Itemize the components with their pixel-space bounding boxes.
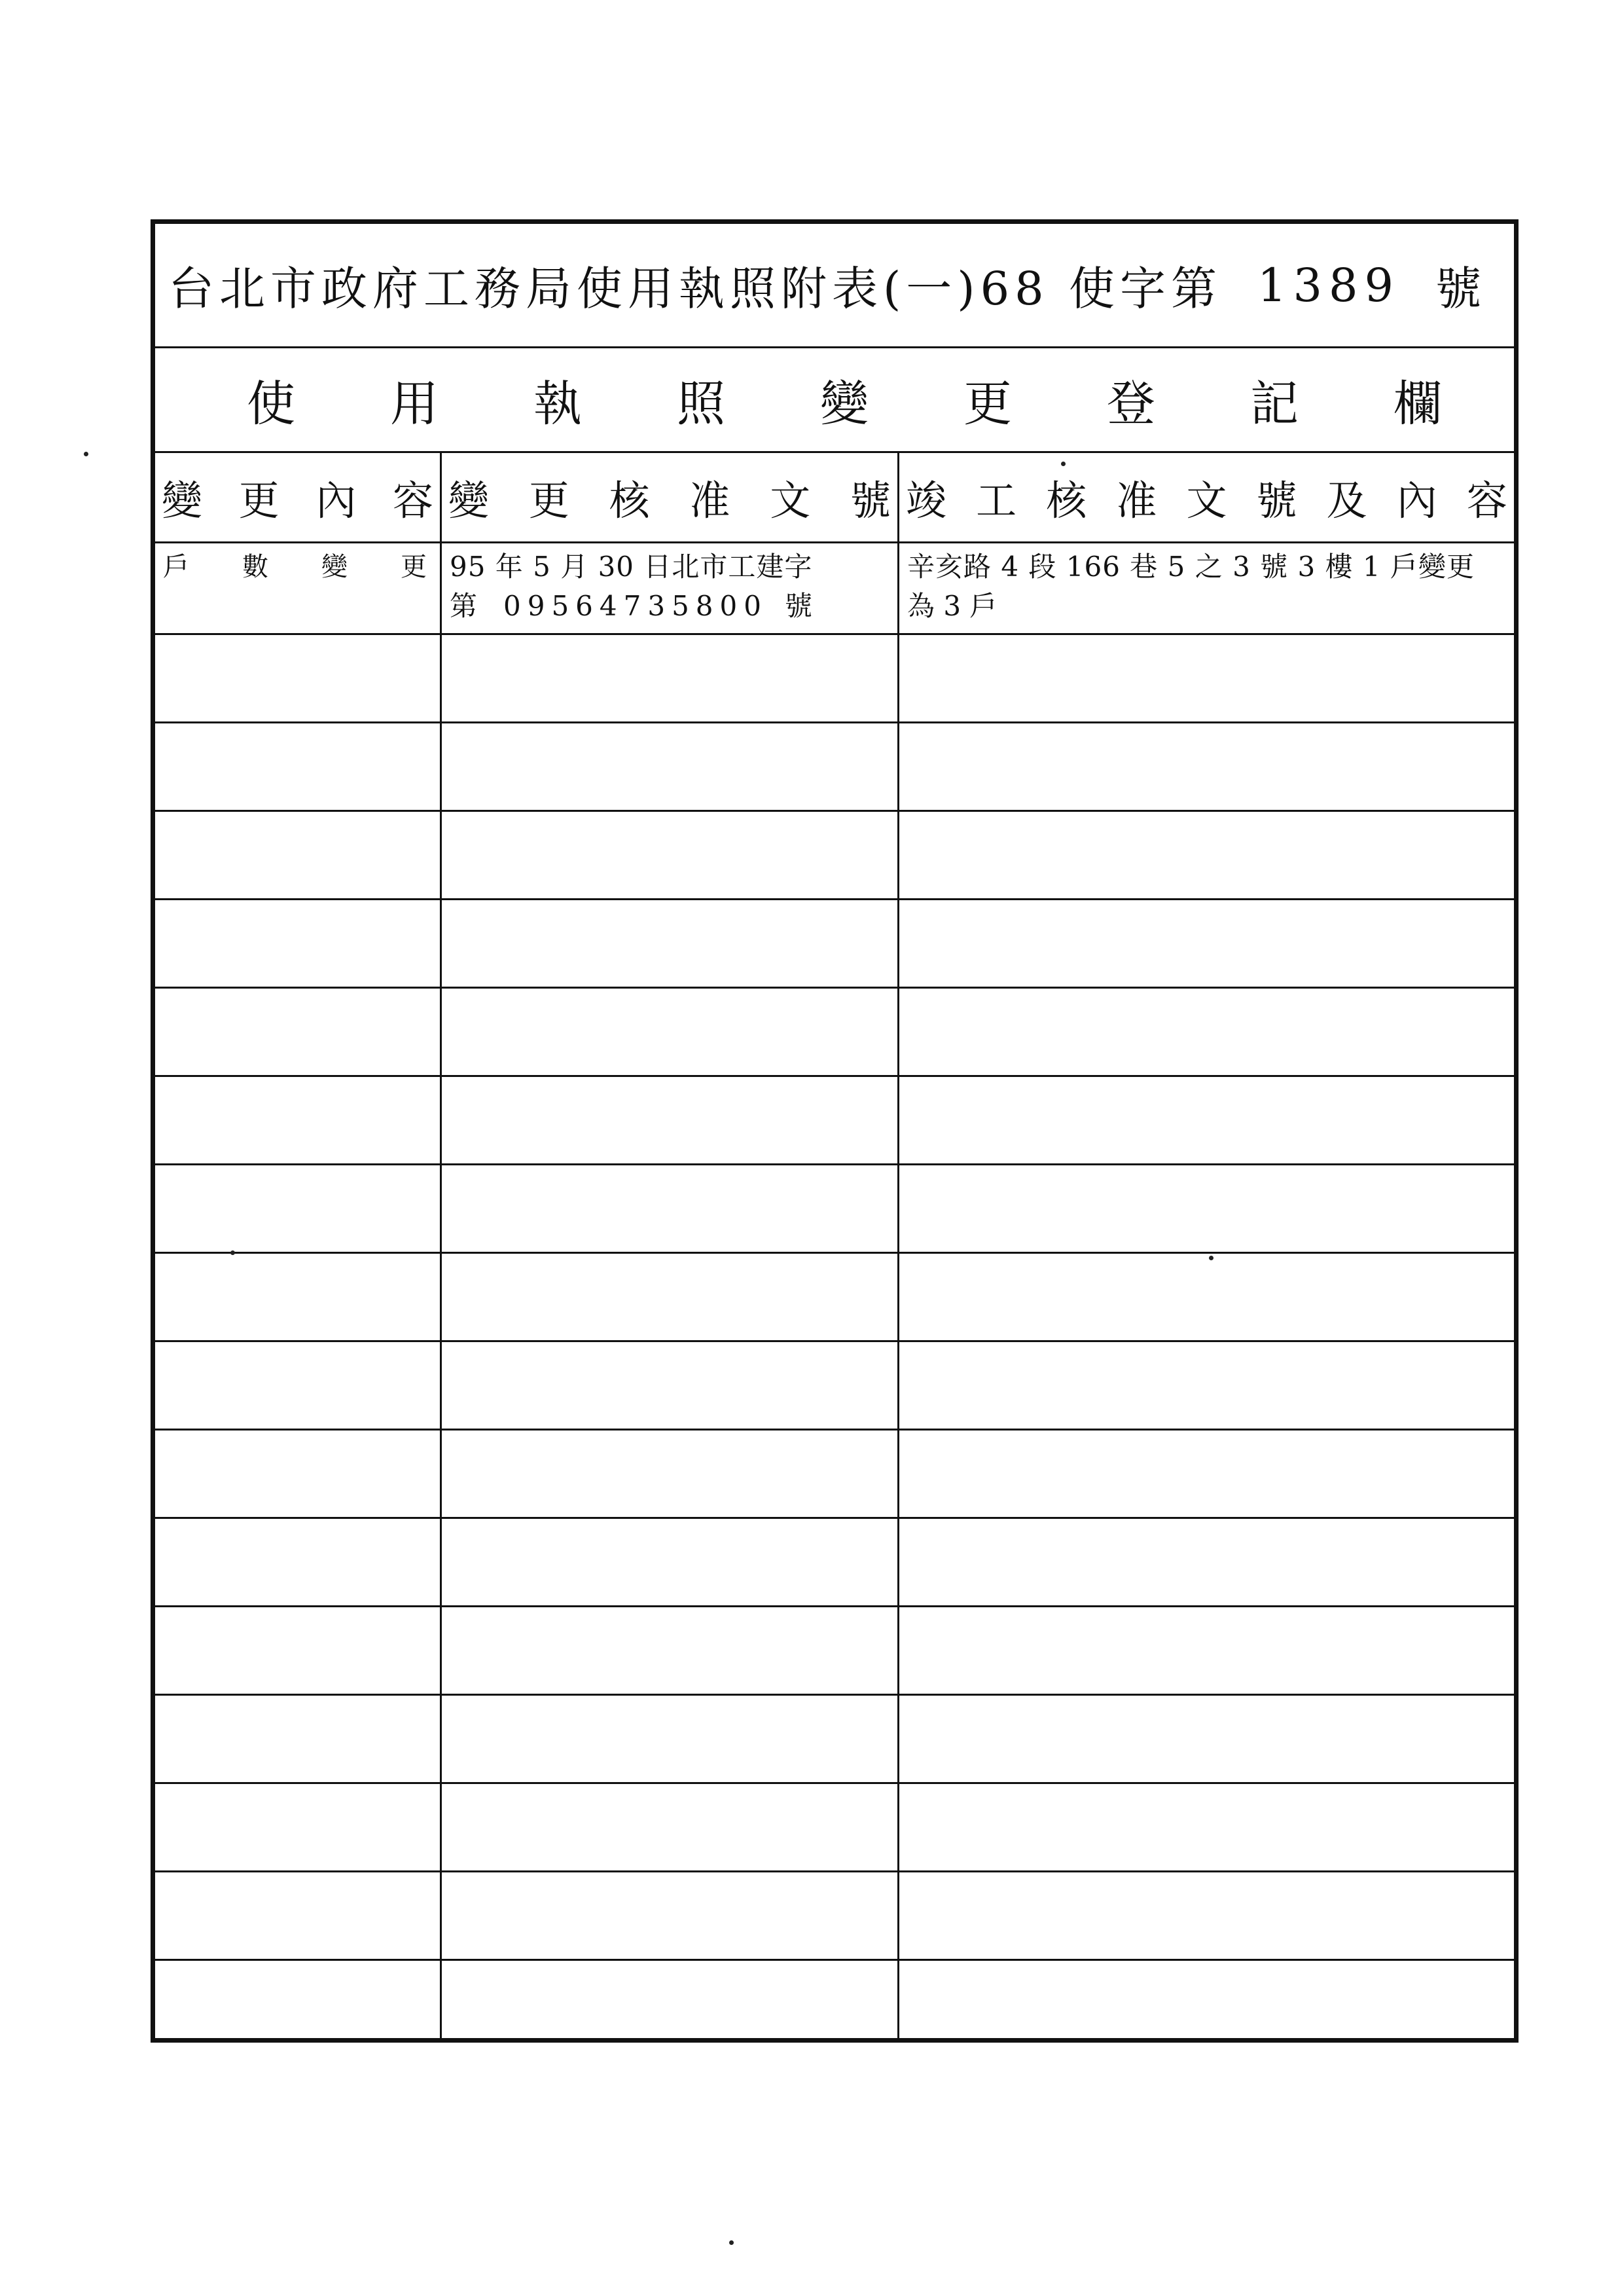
form-title [155,224,1514,348]
entry-char: 更 [401,552,427,582]
entry-completion-content [899,543,1514,633]
header-char: 內 [315,477,357,524]
approval-number-line [450,587,891,626]
header-char: 容 [392,477,433,524]
completion-line-2: 為 3 戶 [907,590,998,622]
row-divider [155,1075,1514,1077]
row-divider [155,1959,1514,1961]
scan-speck [230,1250,235,1255]
row-divider [155,810,1514,812]
header-char: 變 [448,477,490,524]
subtitle-char: 登 [1107,375,1155,432]
column-header-completion-approval [899,453,1514,541]
scan-speck [729,2240,734,2245]
approval-suffix: 號 [784,590,812,622]
header-char: 核 [1046,477,1087,524]
column-divider [897,453,899,2038]
header-char: 更 [238,477,279,524]
header-char: 文 [770,477,811,524]
license-number: 1389 [1257,258,1401,312]
header-char: 號 [850,477,891,524]
row-divider [155,1517,1514,1519]
row-divider [155,1429,1514,1430]
header-char: 准 [689,477,730,524]
row-divider [155,633,1514,635]
subtitle-char: 執 [533,375,582,432]
entry-approval-number [442,543,897,633]
header-char: 竣 [906,477,947,524]
subtitle-char: 用 [390,375,439,432]
subtitle-char: 欄 [1393,375,1442,432]
header-char: 核 [609,477,650,524]
header-char: 文 [1186,477,1227,524]
entry-char: 戶 [163,552,189,582]
scan-speck [1061,462,1066,466]
approval-prefix: 第 [450,590,484,622]
row-divider [155,1340,1514,1342]
row-divider [155,721,1514,723]
entry-change-content [155,543,440,633]
header-char: 容 [1466,477,1507,524]
subtitle-char: 變 [820,375,869,432]
header-char: 變 [162,477,203,524]
form-title-suffix: 號 [1435,262,1487,316]
column-header-approval-number [442,453,897,541]
row-divider [155,1870,1514,1872]
subtitle-char: 照 [677,375,725,432]
header-char: 及 [1326,477,1367,524]
register-table [155,453,1514,2038]
column-divider [440,453,442,2038]
row-divider [155,1163,1514,1165]
row-divider [155,1694,1514,1696]
approval-number: 09564735800 [503,590,768,622]
scan-speck [1209,1256,1214,1260]
subtitle-char: 更 [963,375,1012,432]
row-divider [155,898,1514,900]
approval-date-line: 95 年 5 月 30 日北市工建字 [450,551,813,583]
entry-char: 數 [242,552,268,582]
subtitle-char: 使 [247,375,295,432]
license-change-form [151,219,1519,2043]
header-char: 內 [1396,477,1437,524]
entry-char: 變 [321,552,348,582]
row-divider [155,1252,1514,1254]
header-char: 准 [1116,477,1157,524]
row-divider [155,1782,1514,1784]
row-divider [155,1605,1514,1607]
scan-speck [84,452,88,456]
form-subtitle [155,348,1514,453]
completion-line-1: 辛亥路 4 段 166 巷 5 之 3 號 3 樓 1 戶變更 [907,551,1475,583]
subtitle-char: 記 [1250,375,1299,432]
form-title-prefix: 台北市政府工務局使用執照附表(一)68 使字第 [168,262,1222,316]
header-char: 工 [976,477,1017,524]
column-header-change-content [155,453,440,541]
header-char: 號 [1256,477,1297,524]
row-divider [155,987,1514,989]
header-char: 更 [528,477,569,524]
